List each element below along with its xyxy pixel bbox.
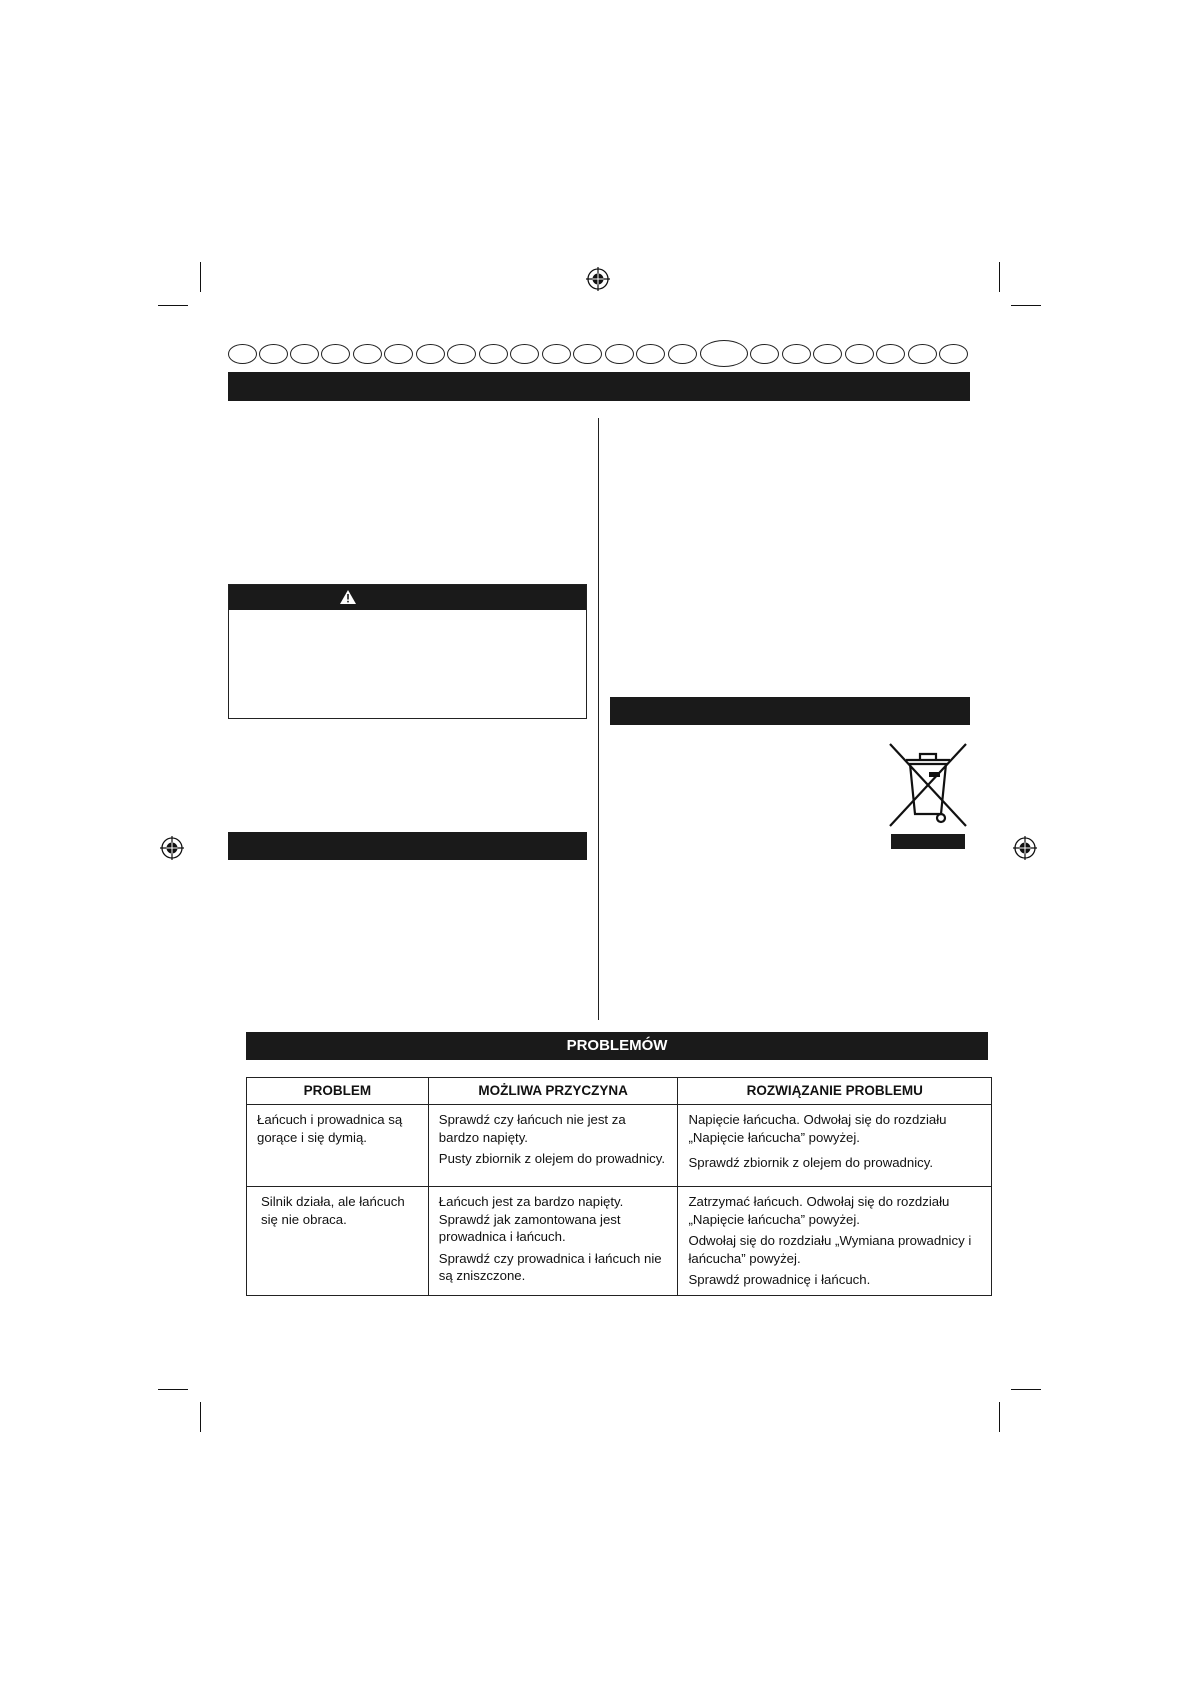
cause-text: Sprawdź czy prowadnica i łańcuch nie są zniszczone. xyxy=(438,1250,662,1283)
column-divider xyxy=(598,418,599,1020)
language-tab[interactable] xyxy=(416,344,445,364)
crop-mark xyxy=(158,305,188,306)
crop-mark xyxy=(1011,305,1041,306)
warning-header xyxy=(229,585,586,610)
problem-cell xyxy=(247,1187,429,1296)
problem-text: Silnik działa, ale łańcuch się nie obraca. xyxy=(261,1194,405,1227)
language-tab[interactable] xyxy=(845,344,874,364)
registration-mark-icon xyxy=(1013,836,1037,860)
table-header-row xyxy=(247,1078,992,1105)
solution-cell xyxy=(678,1187,992,1296)
section-header-bar xyxy=(228,832,587,860)
crop-mark xyxy=(1011,1389,1041,1390)
language-tab[interactable] xyxy=(605,344,634,364)
language-tab[interactable] xyxy=(908,344,937,364)
crop-mark xyxy=(200,1402,201,1432)
crop-mark xyxy=(999,1402,1000,1432)
weee-caption-bar xyxy=(891,834,965,849)
language-tab[interactable] xyxy=(668,344,697,364)
crop-mark xyxy=(200,262,201,292)
language-tab[interactable] xyxy=(939,344,968,364)
page-header-bar xyxy=(228,372,970,401)
column-header-solution: ROZWIĄZANIE PROBLEMU xyxy=(678,1078,992,1105)
table-row xyxy=(247,1187,992,1296)
column-header-cause: MOŻLIWA PRZYCZYNA xyxy=(428,1078,678,1105)
language-tabs xyxy=(228,340,972,368)
cause-text: Sprawdź czy łańcuch nie jest za bardzo napięty. xyxy=(438,1112,626,1145)
language-tab[interactable] xyxy=(228,344,257,364)
language-tab[interactable] xyxy=(750,344,779,364)
troubleshooting-table xyxy=(246,1077,992,1296)
language-tab[interactable] xyxy=(573,344,602,364)
registration-mark-icon xyxy=(586,267,610,291)
solution-text: Odwołaj się do rozdziału „Wymiana prowadnicy i łańcucha” powyżej. xyxy=(688,1233,972,1266)
solution-text: Napięcie łańcucha. Odwołaj się do rozdziału „Napięcie łańcucha” powyżej. xyxy=(688,1112,947,1145)
weee-bin-icon xyxy=(888,742,968,828)
table-row xyxy=(247,1105,992,1187)
troubleshooting-title: PROBLEMÓW xyxy=(246,1032,988,1060)
language-tab[interactable] xyxy=(353,344,382,364)
solution-text: Sprawdź zbiornik z olejem do prowadnicy. xyxy=(688,1155,934,1170)
cause-cell xyxy=(428,1105,678,1187)
language-tab[interactable] xyxy=(542,344,571,364)
language-tab[interactable] xyxy=(321,344,350,364)
problem-text: Łańcuch i prowadnica są gorące i się dymią. xyxy=(257,1112,403,1145)
crop-mark xyxy=(999,262,1000,292)
solution-text: Sprawdź prowadnicę i łańcuch. xyxy=(688,1272,871,1287)
language-tab[interactable] xyxy=(447,344,476,364)
language-tab[interactable] xyxy=(290,344,319,364)
language-tab[interactable] xyxy=(813,344,842,364)
language-tab[interactable] xyxy=(636,344,665,364)
cause-text: Łańcuch jest za bardzo napięty. Sprawdź jak zamontowana jest prowadnica i łańcuch. xyxy=(438,1194,624,1244)
crop-mark xyxy=(158,1389,188,1390)
section-header-bar xyxy=(610,697,970,725)
problem-cell xyxy=(247,1105,429,1187)
cause-text: Pusty zbiornik z olejem do prowadnicy. xyxy=(438,1151,666,1166)
column-header-problem: PROBLEM xyxy=(247,1078,429,1105)
language-tab[interactable] xyxy=(259,344,288,364)
registration-mark-icon xyxy=(160,836,184,860)
language-tab[interactable] xyxy=(384,344,413,364)
language-tab[interactable] xyxy=(782,344,811,364)
solution-text: Zatrzymać łańcuch. Odwołaj się do rozdziału „Napięcie łańcucha” powyżej. xyxy=(688,1194,950,1227)
cause-cell xyxy=(428,1187,678,1296)
warning-triangle-icon xyxy=(339,589,357,605)
language-tab[interactable] xyxy=(876,344,905,364)
solution-cell xyxy=(678,1105,992,1187)
warning-box xyxy=(228,584,587,719)
language-tab[interactable] xyxy=(479,344,508,364)
language-tab[interactable] xyxy=(510,344,539,364)
language-tab-active[interactable] xyxy=(700,340,748,367)
